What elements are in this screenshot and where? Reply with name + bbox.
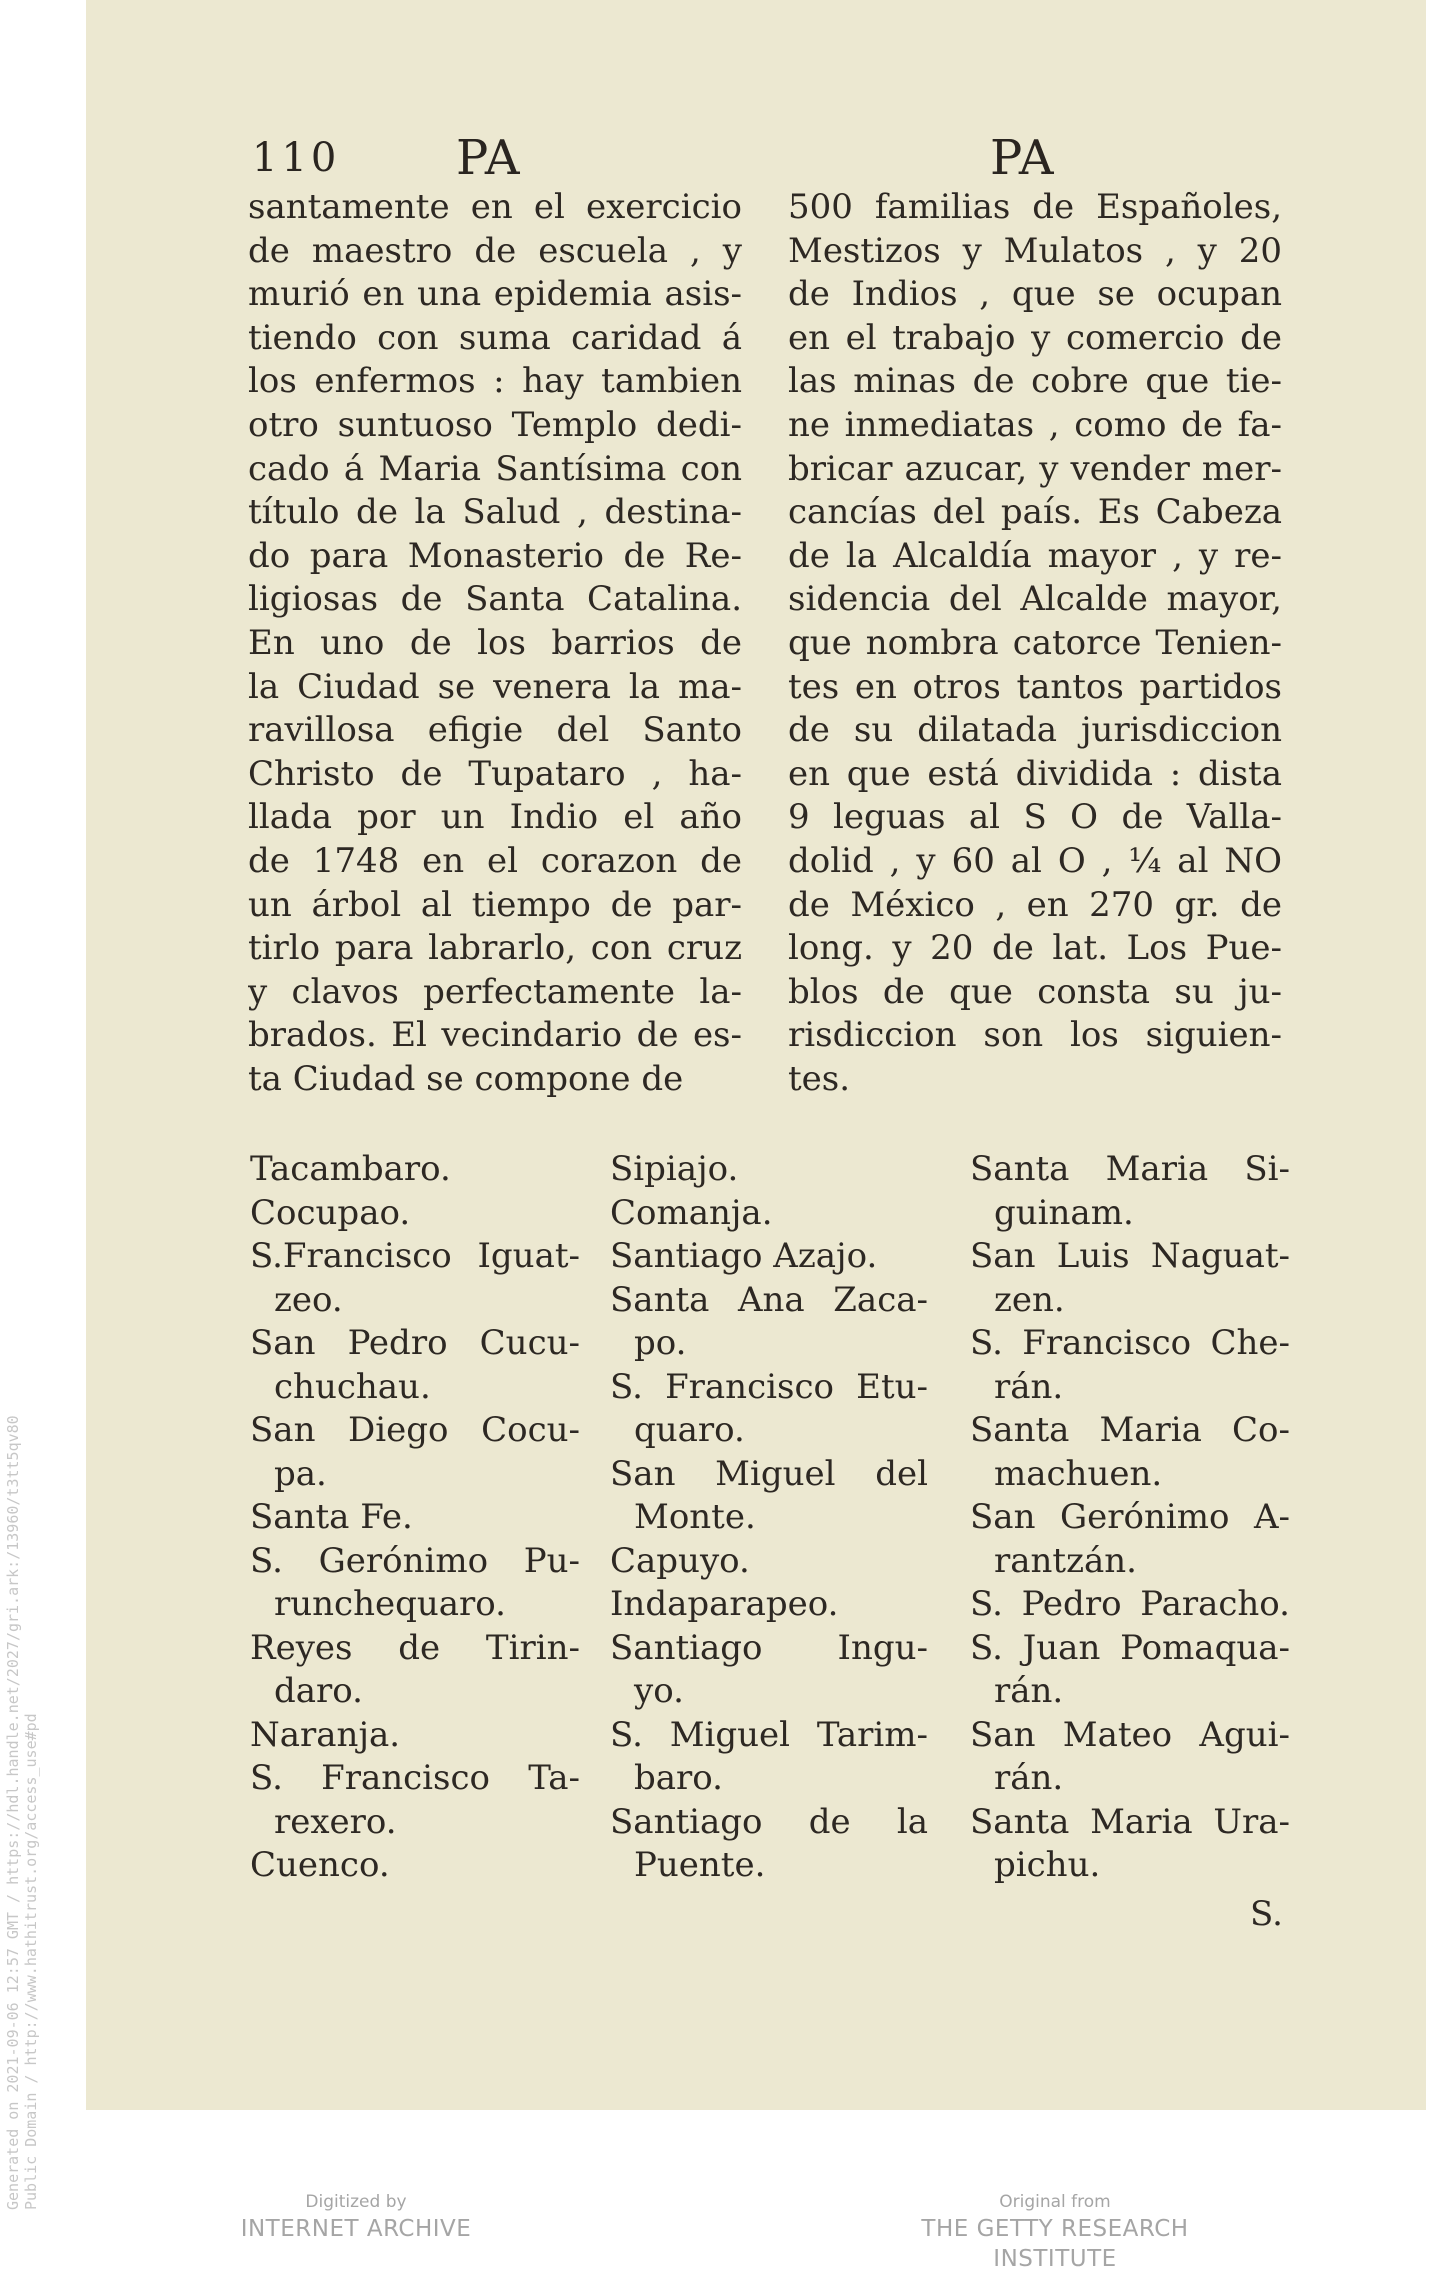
town-entry: San Miguel del [610,1453,928,1494]
text-line: de su dilatada jurisdiccion [788,710,1282,751]
town-entry: Santa Maria Ura- [970,1801,1290,1842]
text-line: ligiosas de Santa Catalina. [248,579,742,620]
text-line: cado á Maria Santísima con [248,448,742,489]
text-line: sidencia del Alcalde mayor, [788,579,1282,620]
margin-note-line: Generated on 2021-09-06 12:57 GMT / https://hdl.handle.net/2027/gri.ark:/13960/t3tt5qv80 [4,1415,22,2210]
town-entry: Santa Maria Si- [970,1149,1290,1189]
text-line: murió en una epidemia asis- [248,274,742,315]
text-line: brados. El vecindario de es- [248,1015,742,1056]
text-line: un árbol al tiempo de par- [248,884,742,925]
town-entry: Cocupao. [250,1192,411,1233]
town-entry: Indaparapeo. [610,1584,839,1624]
town-entry: Sipiajo. [610,1149,739,1189]
text-line: en el trabajo y comercio de [788,317,1282,358]
town-entry: Monte. [634,1497,756,1537]
town-entry: Tacambaro. [250,1149,451,1189]
text-line: las minas de cobre que tie- [788,361,1282,402]
footer-digitized-label: Digitized by [305,2192,407,2212]
text-line: cancías del país. Es Cabeza [788,492,1282,533]
text-line: ta Ciudad se compone de [248,1058,684,1099]
town-entry: Santiago de la [610,1801,928,1842]
town-entry: daro. [274,1671,363,1711]
text-line: los enfermos : hay tambien [248,361,742,402]
footer-digitized-source: INTERNET ARCHIVE [240,2216,472,2242]
text-line: de la Alcaldía mayor , y re- [788,535,1282,576]
text-line: de maestro de escuela , y [248,230,742,271]
town-entry: po. [634,1323,687,1363]
town-entry: chuchau. [274,1366,431,1407]
footer-original-from [860,2190,1250,2274]
margin-note [4,1090,40,2210]
text-line: do para Monasterio de Re- [248,535,742,576]
text-line: que nombra catorce Tenien- [788,622,1282,663]
town-entry: S.Francisco Iguat- [250,1236,580,1276]
town-entry: Comanja. [610,1192,773,1233]
town-entry: S. Gerónimo Pu- [250,1540,580,1581]
text-line: tiendo con suma caridad á [248,317,742,358]
text-line: la Ciudad se venera la ma- [248,666,742,707]
town-entry: San Luis Naguat- [970,1236,1290,1276]
text-line: tes. [788,1058,851,1099]
margin-note-line: Public Domain / http://www.hathitrust.org/access_use#pd [22,1713,40,2210]
town-entry: machuen. [994,1453,1163,1494]
town-entry: pichu. [994,1845,1101,1885]
town-entry: S. Pedro Paracho. [970,1584,1290,1624]
page-number: 110 [252,135,341,181]
text-line: long. y 20 de lat. Los Pue- [788,928,1282,969]
text-line: y clavos perfectamente la- [248,971,742,1012]
text-line: risdiccion son los siguien- [788,1015,1282,1056]
text-line: dolid , y 60 al O , ¼ al NO [788,840,1282,881]
town-entry: zeo. [274,1279,343,1320]
text-line: de México , en 270 gr. de [788,884,1282,925]
running-head-left: PA [456,130,521,186]
town-entry: S. Francisco Ta- [250,1758,580,1798]
town-entry: quaro. [634,1410,745,1450]
town-entry: San Diego Cocu- [250,1410,580,1450]
text-line: en que está dividida : dista [788,753,1282,794]
town-entry: S. Juan Pomaqua- [970,1627,1290,1668]
town-entry: Puente. [634,1845,766,1885]
town-entry: baro. [634,1758,723,1798]
town-entry: Santa Maria Co- [970,1410,1290,1450]
text-line: santamente en el exercicio [248,187,742,227]
town-entry: San Pedro Cucu- [250,1323,580,1363]
town-entry: rexero. [274,1801,397,1842]
text-line: 9 leguas al S O de Valla- [788,797,1282,838]
town-entry: rán. [994,1671,1064,1711]
town-entry: yo. [634,1671,684,1711]
footer-original-label: Original from [999,2192,1111,2212]
footer-original-source: THE GETTY RESEARCH INSTITUTE [921,2216,1189,2272]
text-line: Christo de Tupataro , ha- [248,753,742,794]
town-entry: rán. [994,1366,1064,1407]
town-entry: rán. [994,1758,1064,1798]
town-entry: rantzán. [994,1540,1137,1581]
town-entry: Capuyo. [610,1540,750,1581]
town-list-column-3 [970,1148,1290,1888]
text-line: ravillosa efigie del Santo [248,710,742,751]
text-line: bricar azucar, y vender mer- [788,448,1282,489]
town-entry: San Gerónimo A- [970,1497,1290,1537]
town-entry: pa. [274,1453,327,1494]
town-entry: zen. [994,1279,1065,1320]
catchword: S. [1250,1894,1283,1934]
text-column-left [248,186,742,1101]
text-line: Mestizos y Mulatos , y 20 [788,230,1282,271]
footer-digitized-by [226,2190,486,2244]
town-entry: Santa Fe. [250,1497,413,1537]
town-entry: Naranja. [250,1714,401,1755]
town-entry: Santa Ana Zaca- [610,1279,928,1320]
town-entry: Santiago Ingu- [610,1627,928,1668]
town-entry: guinam. [994,1192,1134,1233]
text-line: tirlo para labrarlo, con cruz [248,928,742,969]
text-line: tes en otros tantos partidos [788,666,1282,707]
text-line: título de la Salud , destina- [248,492,742,533]
town-entry: Reyes de Tirin- [250,1627,580,1668]
text-line: ne inmediatas , como de fa- [788,404,1282,445]
text-line: 500 familias de Españoles, [788,187,1282,227]
text-line: llada por un Indio el año [248,797,742,838]
town-entry: S. Francisco Che- [970,1323,1290,1363]
running-head-right: PA [990,130,1055,186]
town-entry: Cuenco. [250,1845,390,1885]
text-line: de Indios , que se ocupan [788,274,1282,315]
text-line: En uno de los barrios de [248,622,742,663]
text-line: blos de que consta su ju- [788,971,1282,1012]
town-entry: S. Miguel Tarim- [610,1714,928,1755]
town-list-column-1 [250,1148,580,1888]
town-list-column-2 [610,1148,928,1888]
town-entry: San Mateo Agui- [970,1714,1290,1755]
text-column-right [788,186,1282,1101]
town-entry: runchequaro. [274,1584,506,1624]
town-entry: S. Francisco Etu- [610,1366,928,1407]
text-line: de 1748 en el corazon de [248,840,742,881]
town-entry: Santiago Azajo. [610,1236,878,1276]
text-line: otro suntuoso Templo dedi- [248,404,742,445]
